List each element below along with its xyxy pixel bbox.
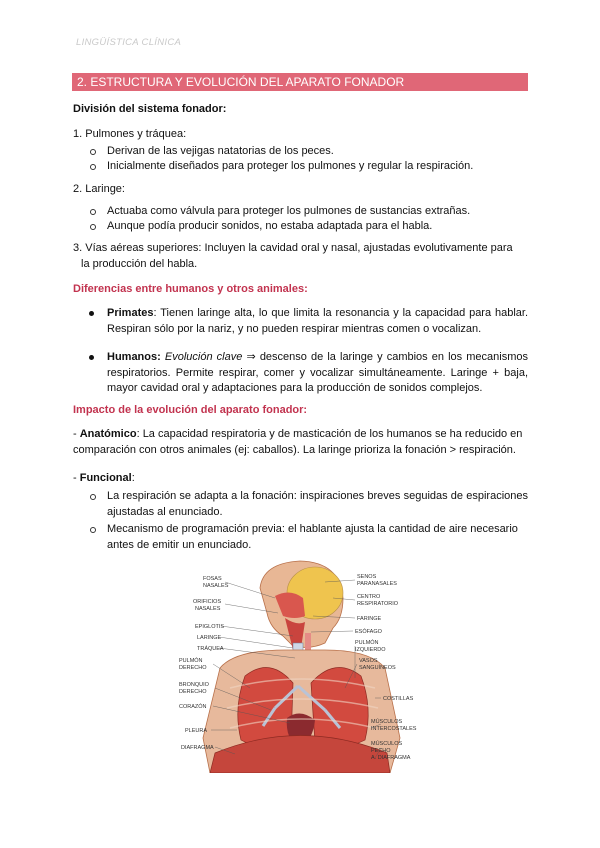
humanos-italic: Evolución clave bbox=[164, 351, 243, 363]
division-item-3 bbox=[73, 241, 528, 272]
label-musculos-2: INTERCOSTALES bbox=[371, 726, 417, 732]
label-nasales: NASALES bbox=[203, 583, 229, 589]
primates-label: Primates bbox=[107, 307, 154, 319]
humanos-label: Humanos: bbox=[107, 351, 161, 363]
label-corazon: CORAZÓN bbox=[179, 704, 207, 710]
label-traquea: TRÁQUEA bbox=[197, 646, 224, 652]
label-diafragma: DIAFRAGMA bbox=[181, 745, 214, 751]
list-item: Mecanismo de programación previa: el hablante ajusta la cantidad de aire necesario antes de emitir un enunciado. bbox=[73, 522, 528, 553]
item-3-line-1: 3. Vías aéreas superiores: Incluyen la cavidad oral y nasal, ajustadas evolutivamente para bbox=[73, 242, 513, 254]
anatomico-text: : La capacidad respiratoria y de masticación de los humanos se ha reducido en comparación con otros animales (ej: caballos). La laringe prioriza la fonación > respiración. bbox=[73, 428, 523, 456]
label-bronquio: BRONQUIO bbox=[179, 682, 209, 688]
label-pulmon-der: PULMÓN bbox=[179, 658, 203, 664]
label-pulmon-izq: PULMÓN bbox=[355, 640, 379, 646]
label-vasos: VASOS bbox=[359, 658, 378, 664]
label-esofago: ESÓFAGO bbox=[355, 629, 382, 635]
label-faringe: FARINGE bbox=[357, 616, 382, 622]
list-item: Inicialmente diseñados para proteger los pulmones y regular la respiración. bbox=[73, 159, 528, 175]
label-laringe: LARINGE bbox=[197, 635, 222, 641]
diferencias-heading: Diferencias entre humanos y otros animales: bbox=[73, 283, 308, 295]
label-orificios-2: NASALES bbox=[195, 606, 221, 612]
list-item: La respiración se adapta a la fonación: inspiraciones breves seguidas de espiraciones ajustadas al enunciado. bbox=[73, 489, 528, 520]
item-3-line-2: la producción del habla. bbox=[81, 257, 198, 270]
label-centro: CENTRO bbox=[357, 594, 381, 600]
section-title: 2. ESTRUCTURA Y EVOLUCIÓN DEL APARATO FONADOR bbox=[72, 73, 528, 91]
primates-text: : Tienen laringe alta, lo que limita la resonancia y la capacidad para hablar. Respiran sólo por la nariz, y no pueden respirar mientras comen o vocalizan. bbox=[107, 307, 528, 335]
item-2-title: 2. Laringe: bbox=[73, 183, 125, 195]
list-item: Aunque podía producir sonidos, no estaba adaptada para el habla. bbox=[73, 219, 528, 235]
colon: : bbox=[131, 472, 135, 484]
label-costillas: COSTILLAS bbox=[383, 696, 414, 702]
label-pleura: PLEURA bbox=[185, 728, 208, 734]
label-musculos: MÚSCULOS bbox=[371, 719, 403, 725]
label-centro-2: RESPIRATORIO bbox=[357, 601, 399, 607]
dash: - bbox=[73, 472, 80, 484]
funcional-label: Funcional bbox=[79, 472, 132, 484]
label-bronquio-2: DERECHO bbox=[179, 689, 207, 695]
funcional-list bbox=[73, 489, 528, 553]
label-pecho: PECHO bbox=[371, 748, 391, 754]
label-pulmon-izq-2: IZQUIERDO bbox=[355, 647, 386, 653]
dash: - bbox=[73, 428, 80, 440]
humanos-item bbox=[73, 350, 528, 397]
label-pulmon-der-2: DERECHO bbox=[179, 665, 207, 671]
diferencias-list bbox=[73, 306, 528, 397]
item-1-title: 1. Pulmones y tráquea: bbox=[73, 128, 187, 140]
arrow-icon: ⇒ bbox=[246, 351, 256, 363]
impacto-heading: Impacto de la evolución del aparato fonador: bbox=[73, 404, 308, 416]
list-item: Actuaba como válvula para proteger los pulmones de sustancias extrañas. bbox=[73, 204, 528, 220]
label-vasos-2: SANGUÍNEOS bbox=[359, 665, 396, 671]
label-senos: SENOS bbox=[357, 574, 377, 580]
funcional-heading bbox=[73, 471, 528, 487]
division-heading: División del sistema fonador: bbox=[73, 103, 227, 115]
primates-item bbox=[73, 306, 528, 337]
anatomico-label: Anatómico bbox=[79, 428, 137, 440]
label-senos-2: PARANASALES bbox=[357, 581, 397, 587]
anatomico-paragraph bbox=[73, 427, 528, 458]
label-a-diafragma: A. DIAFRAGMA bbox=[371, 755, 411, 761]
list-item: Derivan de las vejigas natatorias de los peces. bbox=[73, 144, 528, 160]
respiratory-system-illustration bbox=[175, 558, 425, 773]
division-item-2 bbox=[73, 182, 528, 235]
running-header: LINGÜÍSTICA CLÍNICA bbox=[76, 37, 182, 48]
label-epiglotis: EPIGLOTIS bbox=[195, 624, 225, 630]
label-orificios: ORIFICIOS bbox=[193, 599, 222, 605]
label-musculos-pecho: MÚSCULOS bbox=[371, 741, 403, 747]
label-fosas: FOSAS bbox=[203, 576, 222, 582]
humanos-text: descenso de la laringe y cambios en los mecanismos respiratorios. Permite respirar, comer y vocalizar simultáneamente. Laringe + baja, mayor cavidad oral y adaptaciones para la producción de sonidos complejos. bbox=[107, 351, 529, 394]
division-item-1 bbox=[73, 127, 528, 175]
